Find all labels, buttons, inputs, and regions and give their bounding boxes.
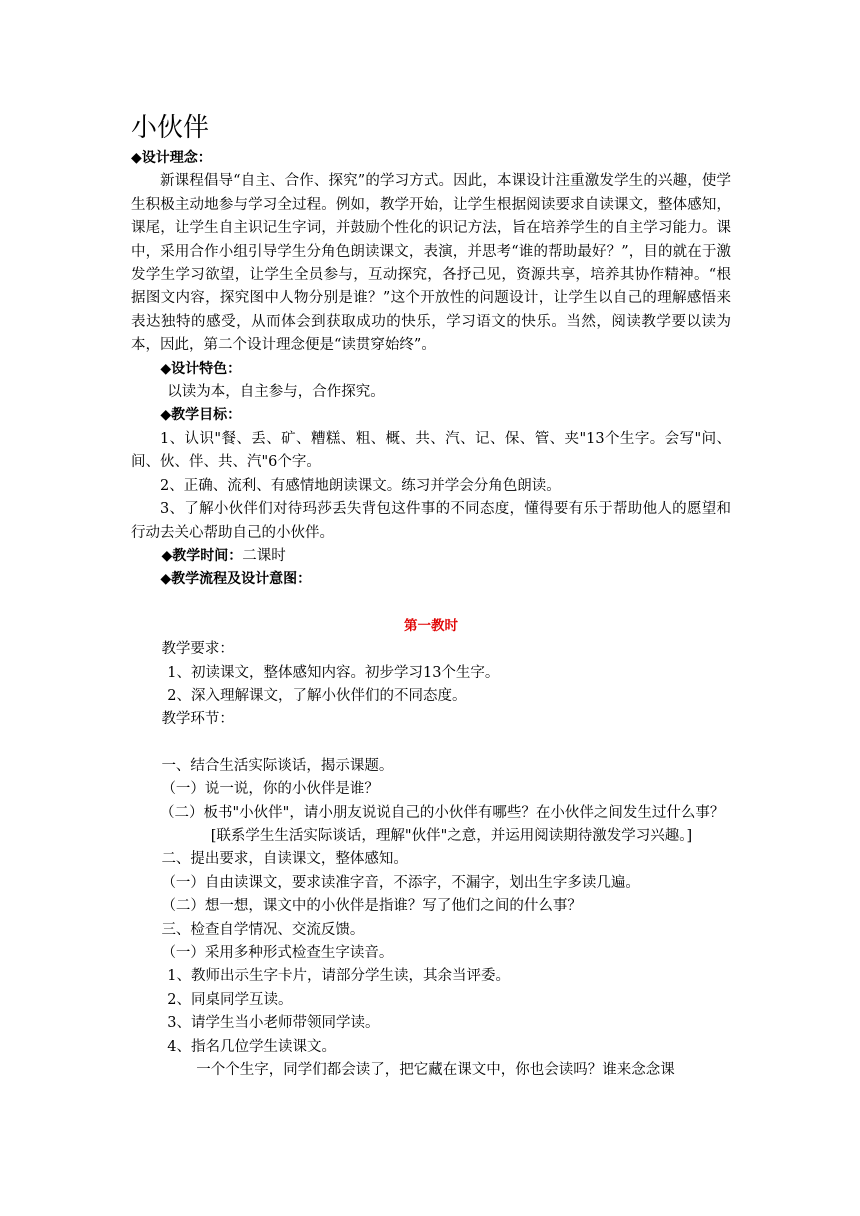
requirement-1: 1、初读课文，整体感知内容。初步学习13个生字。 — [167, 664, 500, 681]
step-3: 三、检查自学情况、交流反馈。 — [161, 921, 365, 938]
step-1-1: （一）说一说，你的小伙伴是谁？ — [161, 781, 379, 798]
step-1-note: [联系学生生活实际谈话，理解"伙伴"之意，并运用阅读期待激发学习兴趣。] — [210, 827, 693, 844]
time-line — [131, 545, 731, 568]
time-value: 二课时 — [242, 547, 286, 564]
step-1-2: （二）板书"小伙伴"，请小朋友说说自己的小伙伴有哪些？在小伙伴之间发生过什么事？ — [160, 804, 725, 821]
document-content — [131, 113, 731, 1082]
flow-heading: ◆教学流程及设计意图： — [160, 571, 312, 588]
lesson1-heading: 第一教时 — [404, 617, 458, 634]
step-3-1-4: 4、指名几位学生读课文。 — [167, 1038, 336, 1055]
page-title: 小伙伴 — [131, 113, 210, 143]
concept-heading: ◆设计理念： — [131, 150, 212, 166]
concept-text: 新课程倡导“自主、合作、探究”的学习方式。因此，本课设计注重激发学生的兴趣，使学生积极主动地参与学习全过程。例如，教学开始，让学生根据阅读要求自读课文，整体感知，课尾，让学生自主识记生字词，并鼓励个性化的识记方法，旨在培养学生的自主学习能力。课中，采用合作小组引导学生分角色朗读课文，表演，并思考“谁的帮助最好？”，目的就在于激发学生学习欲望，让学生全员参与，互动探究，各抒己见，资源共享，培养其协作精神。“根据图文内容，探究图中人物分别是谁？”这个开放性的问题设计，让学生以自己的理解感悟来表达独特的感受，从而体会到获取成功的快乐，学习语文的快乐。当然，阅读教学要以读为本，因此，第二个设计理念便是“读贯穿始终”。 — [131, 173, 731, 354]
step-3-1: （一）采用多种形式检查生字读音。 — [161, 945, 394, 961]
step-2-1: （一）自由读课文，要求读准字音，不添字，不漏字，划出生字多读几遍。 — [161, 874, 640, 891]
time-heading: ◆教学时间： — [161, 547, 243, 564]
spacer — [131, 732, 731, 755]
step-3-1-1: 1、教师出示生字卡片，请部分学生读，其余当评委。 — [167, 968, 510, 985]
steps-label: 教学环节： — [161, 711, 234, 728]
goal-1: 1、认识"餐、丢、矿、糟糕、粗、概、共、汽、记、保、管、夹"13个生字。会写"问、间、伙、伴、共、汽"6个字。 — [131, 430, 731, 471]
step-3-1-3: 3、请学生当小老师带领同学读。 — [167, 1015, 380, 1032]
requirements-label: 教学要求： — [161, 641, 234, 658]
goal-3: 3、了解小伙伴们对待玛莎丢失背包这件事的不同态度，懂得要有乐于帮助他人的愿望和行动去关心帮助自己的小伙伴。 — [131, 501, 731, 541]
feature-text: 以读为本，自主参与，合作探究。 — [167, 384, 385, 401]
step-3-last: 一个个生字，同学们都会读了，把它藏在课文中，你也会读吗？谁来念念课 — [196, 1062, 675, 1079]
requirement-2: 2、深入理解课文，了解小伙伴们的不同态度。 — [167, 687, 467, 704]
goals-heading: ◆教学目标： — [160, 407, 242, 424]
step-2: 二、提出要求，自读课文，整体感知。 — [161, 851, 408, 868]
feature-heading: ◆设计特色： — [160, 360, 242, 377]
step-3-1-2: 2、同桌同学互读。 — [167, 991, 293, 1008]
step-2-2: （二）想一想，课文中的小伙伴是指谁？写了他们之间的什么事？ — [161, 898, 582, 915]
goal-2: 2、正确、流利、有感情地朗读课文。练习并学会分角色朗读。 — [160, 477, 561, 494]
step-1: 一、结合生活实际谈话，揭示课题。 — [161, 757, 394, 774]
